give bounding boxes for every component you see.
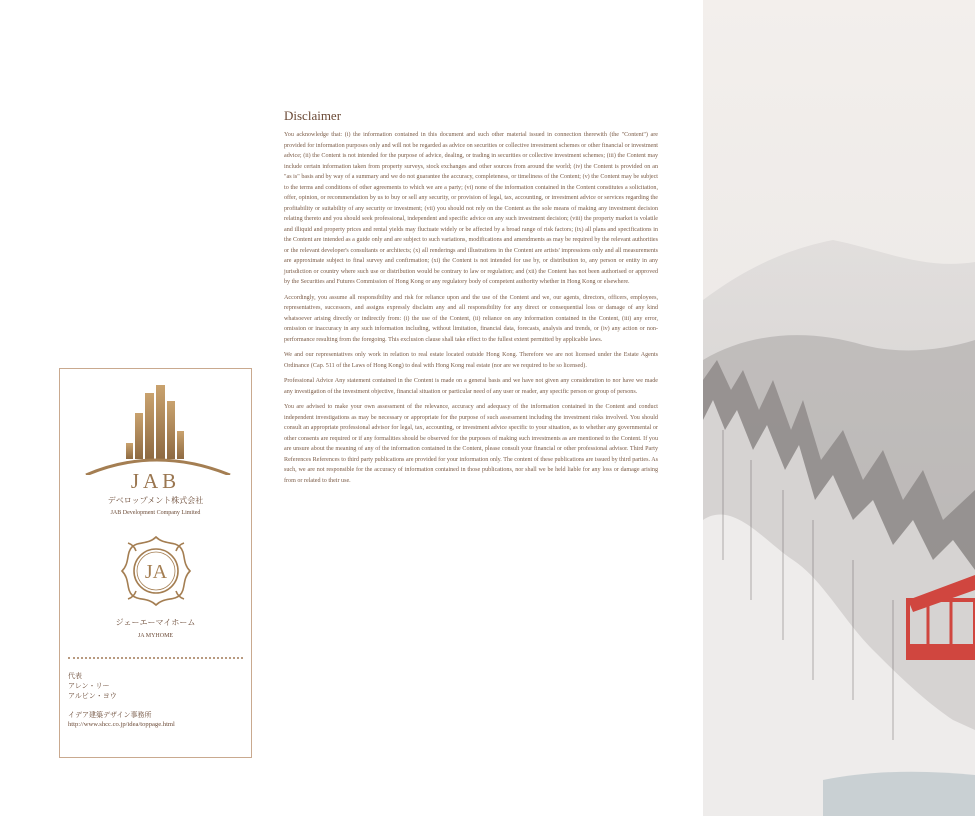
disclaimer-paragraph-4: Professional Advice Any statement contained in the Content is made on a general basis and we have not given any consideration to nor have we made any investigation of the investment objective, financial situation or particular need of any user or reader, any specific person or group of persons. [284,378,658,395]
contact-role: 代表 [68,672,82,680]
jab-brand-name: JAB [130,469,181,493]
disclaimer-paragraph-5: You are advised to make your own assessment of the relevance, accuracy and adequacy of the information contained in the Content and conduct independent investigations as may be necessary or appropriate for the purpose of such assessment including the investment risks involved. You should consult an appropriate professional advisor for legal, tax, accounting, or investment advice specific to your situation, as to whether any governmental or other consents are required or if any formalities should be observed for the purposes of making such investments as are mentioned to the Content. If you are unsure about the meaning of any of the information contained in the Content, please consult your financial or other professional advisor. Third Party References References to third party publications are provided for your information only. The content of these publications are issued by third parties. As such, we are not responsible for the accuracy of information contained in those publications, nor shall we be held liable for any loss or damage arising from or related to their use. [284,404,658,484]
ja-myhome-jp: ジェーエーマイホーム [115,618,196,627]
disclaimer-title: Disclaimer [284,108,342,123]
contact-block [68,671,248,730]
contact-name-2: アルビン・ヨウ [68,692,117,700]
disclaimer-section [284,108,658,491]
disclaimer-paragraph-2: Accordingly, you assume all responsibility and risk for reliance upon and the use of the Content and we, our agents, directors, officers, employees, representatives, successors, and assigns expressly disclaim any and all responsibility for any direct or consequential loss or damage of any kind whatsoever arising directly or indirectly from: (i) the use of the Content, (ii) reliance on any information contained in the Content, (iii) any error, omission or inaccuracy in any such information including, without limitation, financial data, forecasts, analysis and trends, or (iv) any action or non-performance resulting from the foregoing. This exclusion clause shall take effect to the fullest extent permitted by applicable laws. [284,294,658,343]
brand-box [59,368,252,758]
disclaimer-paragraph-3: We and our representatives only work in relation to real estate located outside Hong Kong. Therefore we are not licensed under the Estate Agents Ordinance (Cap. 511 of the Laws of Hong Kong) to deal with Hong Kong real estate (nor are we required to be so licensed). [284,352,658,369]
dotted-divider [68,657,243,659]
ja-myhome-en: JA MYHOME [137,633,174,639]
jab-company-jp: デベロップメント株式会社 [107,496,204,505]
ja-mark-text: JA [144,561,168,583]
jab-company-en: JAB Development Company Limited [110,510,201,516]
contact-url-link[interactable]: http://www.shcc.co.jp/idea/toppage.html [68,721,175,728]
snowy-forest-photo [703,0,975,816]
jab-building-logo-icon [80,383,233,475]
ja-ornament-emblem-icon [118,533,194,609]
contact-office: イデア建築デザイン事務所 [68,711,152,719]
disclaimer-paragraph-1: You acknowledge that: (i) the information contained in this document and such other material issued in connection therewith (the "Content") are provided for information purposes only and will not be regarded as advice on securities or collective investment schemes or other financial or investment advice; (ii) the Content is not intended for the purpose of advice, dealing, or trading in securities or collective investment schemes; (iii) the Content may include certain information taken from property surveys, stock exchanges and other sources from around the world; (iv) the Content is provided on an "as is" basis and by way of a summary and we do not guarantee the accuracy, completeness, or timeliness of the Content; (v) the Content may be subject to the terms and conditions of other agreements to which we are a party; (vi) none of the information contained in the Content constitutes a solicitation, offer, opinion, or recommendation by us to buy or sell any security, or provision of legal, tax, accounting, or investment advice or services regarding the profitability or suitability of any security or investment; (vii) you should not rely on the Content as the sole means of making any investment decision relating thereto and you should seek professional, independent and specific advice on any such investment decision; (viii) the property market is volatile and illiquid and property prices and rental yields may fluctuate widely or be affected by a broad range of risk factors; (ix) all plans and specifications in the Content are intended as a guide only and are subject to such variations, modifications and amendments as may be required by the relevant authorities or the relevant developer's consultants or architects; (x) all renderings and illustrations in the Content are artists' impressions only and all measurements are approximate subject to final survey and confirmation; (xi) the Content is not intended for use by, or distribution to, any person or entity in any jurisdiction or country where such use or distribution would be contrary to law or regulation; and (xii) the Content has not been authorised or approved by the Securities and Futures Commission of Hong Kong or any regulatory body of competent authority whether in Hong Kong or elsewhere. [284,132,658,285]
contact-name-1: アレン・リー [68,682,110,690]
